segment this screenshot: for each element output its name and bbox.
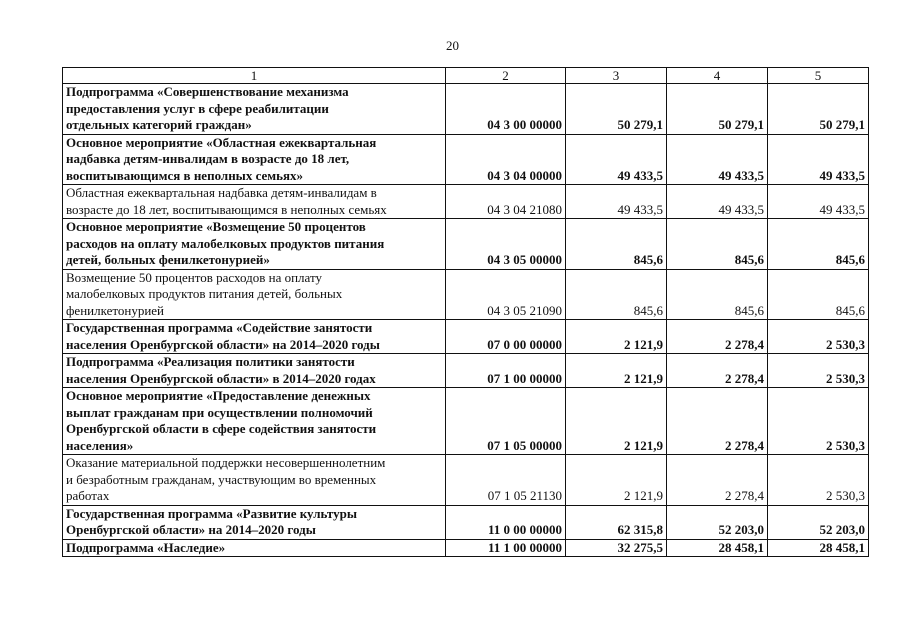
budget-table (62, 67, 869, 557)
row-value-col5: 52 203,0 (768, 505, 869, 539)
table-row (63, 505, 869, 539)
row-value-col5: 2 530,3 (768, 354, 869, 388)
row-value-col5: 28 458,1 (768, 539, 869, 557)
row-value-col4: 2 278,4 (667, 320, 768, 354)
row-code-cell: 07 1 05 00000 (446, 388, 566, 455)
row-name-cell: Оказание материальной поддержки несовершеннолетним и безработным гражданам, участвующим во временных работах (63, 455, 446, 506)
row-code-cell: 04 3 04 00000 (446, 134, 566, 185)
table-row (63, 320, 869, 354)
row-code-cell: 04 3 04 21080 (446, 185, 566, 219)
row-value-col4: 50 279,1 (667, 84, 768, 135)
column-header-5: 5 (768, 68, 869, 84)
row-name-cell: Возмещение 50 процентов расходов на оплату малобелковых продуктов питания детей, больных фенилкетонурией (63, 269, 446, 320)
row-value-col3: 49 433,5 (566, 134, 667, 185)
row-value-col3: 2 121,9 (566, 320, 667, 354)
row-value-col4: 28 458,1 (667, 539, 768, 557)
row-value-col3: 32 275,5 (566, 539, 667, 557)
row-code-cell: 04 3 05 21090 (446, 269, 566, 320)
table-row (63, 269, 869, 320)
row-code-cell: 04 3 05 00000 (446, 219, 566, 270)
row-code-cell: 11 1 00 00000 (446, 539, 566, 557)
page-number: 20 (446, 38, 459, 53)
row-value-col3: 50 279,1 (566, 84, 667, 135)
row-name-cell: Подпрограмма «Наследие» (63, 539, 446, 557)
row-value-col5: 845,6 (768, 269, 869, 320)
column-header-4: 4 (667, 68, 768, 84)
row-value-col5: 49 433,5 (768, 185, 869, 219)
table-row (63, 539, 869, 557)
row-value-col4: 845,6 (667, 269, 768, 320)
row-value-col5: 2 530,3 (768, 320, 869, 354)
row-value-col4: 2 278,4 (667, 354, 768, 388)
row-value-col5: 2 530,3 (768, 388, 869, 455)
row-value-col3: 49 433,5 (566, 185, 667, 219)
row-code-cell: 11 0 00 00000 (446, 505, 566, 539)
column-header-1: 1 (63, 68, 446, 84)
table-row (63, 185, 869, 219)
row-value-col3: 62 315,8 (566, 505, 667, 539)
table-row (63, 354, 869, 388)
row-value-col3: 2 121,9 (566, 388, 667, 455)
row-value-col4: 52 203,0 (667, 505, 768, 539)
row-code-cell: 07 1 00 00000 (446, 354, 566, 388)
table-row (63, 388, 869, 455)
table-body (63, 84, 869, 557)
row-value-col4: 845,6 (667, 219, 768, 270)
row-name-cell: Государственная программа «Содействие занятости населения Оренбургской области» на 2014–2020 годы (63, 320, 446, 354)
table-row (63, 455, 869, 506)
row-value-col4: 49 433,5 (667, 185, 768, 219)
row-name-cell: Подпрограмма «Совершенствование механизма предоставления услуг в сфере реабилитации отдельных категорий граждан» (63, 84, 446, 135)
row-code-cell: 07 1 05 21130 (446, 455, 566, 506)
row-value-col3: 2 121,9 (566, 455, 667, 506)
row-value-col5: 845,6 (768, 219, 869, 270)
row-value-col3: 845,6 (566, 269, 667, 320)
row-value-col5: 49 433,5 (768, 134, 869, 185)
column-header-3: 3 (566, 68, 667, 84)
row-name-cell: Подпрограмма «Реализация политики занятости населения Оренбургской области» в 2014–2020 годах (63, 354, 446, 388)
row-code-cell: 04 3 00 00000 (446, 84, 566, 135)
row-value-col5: 50 279,1 (768, 84, 869, 135)
row-value-col4: 49 433,5 (667, 134, 768, 185)
row-value-col4: 2 278,4 (667, 388, 768, 455)
row-value-col3: 2 121,9 (566, 354, 667, 388)
row-name-cell: Основное мероприятие «Областная ежеквартальная надбавка детям-инвалидам в возрасте до 18 лет, воспитывающимся в неполных семьях» (63, 134, 446, 185)
row-code-cell: 07 0 00 00000 (446, 320, 566, 354)
table-header-row (63, 68, 869, 84)
row-value-col3: 845,6 (566, 219, 667, 270)
row-name-cell: Государственная программа «Развитие культуры Оренбургской области» на 2014–2020 годы (63, 505, 446, 539)
column-header-2: 2 (446, 68, 566, 84)
table-row (63, 219, 869, 270)
row-name-cell: Областная ежеквартальная надбавка детям-инвалидам в возрасте до 18 лет, воспитывающимся в неполных семьях (63, 185, 446, 219)
row-value-col4: 2 278,4 (667, 455, 768, 506)
row-value-col5: 2 530,3 (768, 455, 869, 506)
table-row (63, 84, 869, 135)
table-row (63, 134, 869, 185)
row-name-cell: Основное мероприятие «Возмещение 50 процентов расходов на оплату малобелковых продуктов питания детей, больных фенилкетонурией» (63, 219, 446, 270)
row-name-cell: Основное мероприятие «Предоставление денежных выплат гражданам при осуществлении полномочий Оренбургской области в сфере содействия занятости населения» (63, 388, 446, 455)
